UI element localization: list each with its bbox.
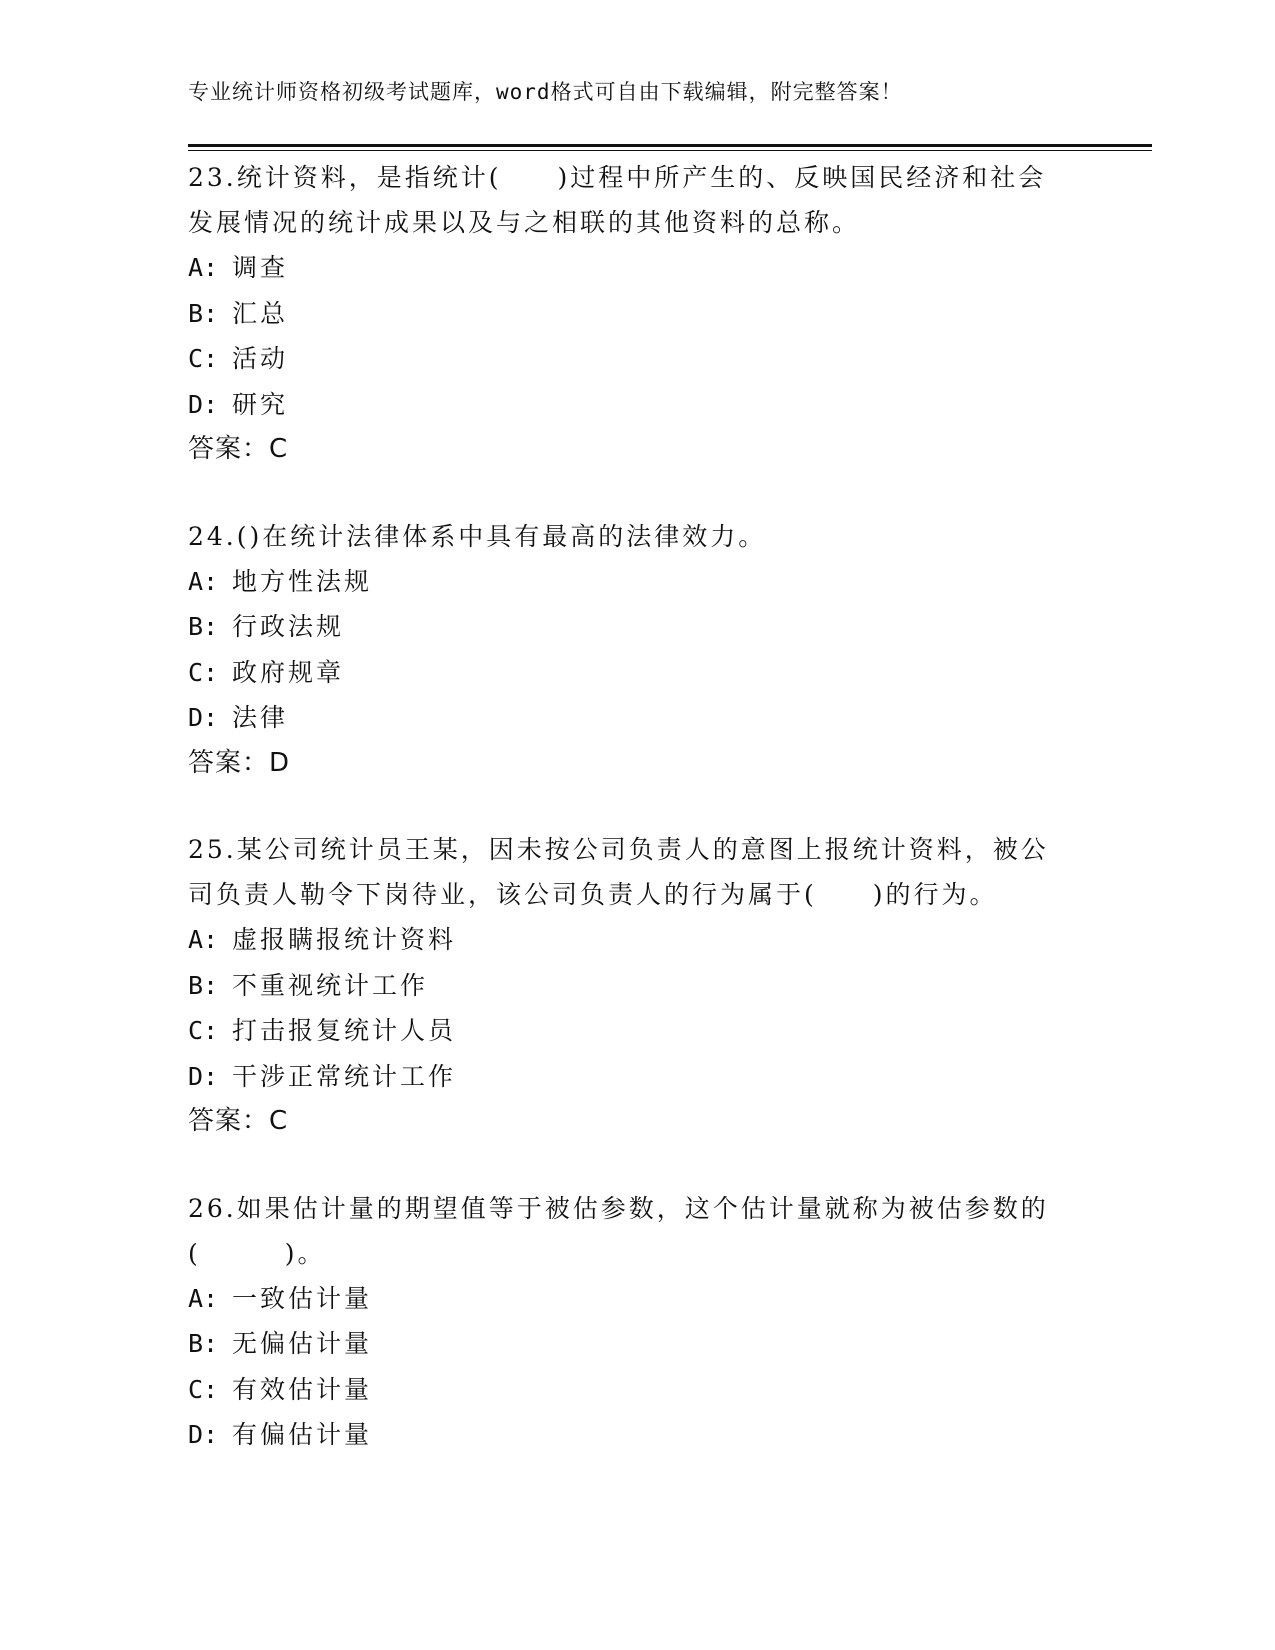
header-rule-thin [188,150,1152,151]
option-c [188,336,1088,382]
option-c [188,1367,1088,1413]
option-letter: D: [188,389,219,419]
option-letter: C: [188,1374,219,1404]
option-a [188,917,1088,963]
option-letter: C: [188,1016,219,1045]
option-text: 有效估计量 [232,1374,373,1404]
option-b [188,963,1088,1009]
option-text: 有偏估计量 [232,1420,373,1449]
question-24 [188,514,1088,787]
option-text: 地方性法规 [232,566,373,596]
option-a [188,1276,1088,1322]
option-c [188,1008,1088,1054]
page-header: 专业统计师资格初级考试题库，word格式可自由下载编辑，附完整答案！ [188,80,903,104]
option-letter: A: [188,925,219,954]
option-b [188,291,1088,337]
option-letter: B: [188,970,219,1000]
header-rule-thick [188,144,1152,147]
question-stem [188,155,1088,245]
question-23 [188,155,1088,473]
option-letter: B: [188,298,219,328]
option-text: 汇总 [232,298,289,328]
option-d [188,382,1088,428]
option-text: 行政法规 [232,612,345,641]
option-c [188,650,1088,696]
option-text: 无偏估计量 [232,1329,373,1358]
option-text: 打击报复统计人员 [232,1016,457,1045]
option-text: 虚报瞒报统计资料 [232,925,457,954]
question-stem [188,1186,1088,1276]
answer-line: 答案：C [188,434,289,464]
option-d [188,1054,1088,1100]
option-letter: C: [188,657,219,687]
option-letter: A: [188,566,219,596]
option-d [188,1412,1088,1458]
stem-line: ( )。 [188,1238,326,1268]
option-text: 研究 [232,389,289,419]
option-text: 活动 [232,344,289,373]
option-b [188,604,1088,650]
option-text: 政府规章 [232,657,345,687]
question-list [188,155,1088,1499]
option-a [188,559,1088,605]
option-b [188,1321,1088,1367]
stem-line: 23.统计资料，是指统计( )过程中所产生的、反映国民经济和社会 [188,163,1047,192]
question-26 [188,1186,1088,1458]
option-letter: D: [188,1061,219,1091]
stem-line: 司负责人勒令下岗待业，该公司负责人的行为属于( )的行为。 [188,880,998,909]
option-letter: A: [188,253,219,282]
stem-line: 24.()在统计法律体系中具有最高的法律效力。 [188,521,767,551]
option-text: 法律 [232,703,289,732]
option-text: 调查 [232,253,289,282]
option-d [188,695,1088,741]
stem-line: 26.如果估计量的期望值等于被估参数，这个估计量就称为被估参数的 [188,1193,1049,1223]
question-stem [188,827,1088,917]
option-text: 一致估计量 [232,1283,373,1313]
option-letter: C: [188,344,219,373]
option-letter: D: [188,703,219,732]
answer-line: 答案：C [188,1106,289,1136]
option-letter: A: [188,1283,219,1313]
answer-line: 答案：D [188,747,291,778]
stem-line: 发展情况的统计成果以及与之相联的其他资料的总称。 [188,208,861,237]
stem-line: 25.某公司统计员王某，因未按公司负责人的意图上报统计资料，被公 [188,835,1049,864]
option-letter: B: [188,612,219,641]
question-stem [188,514,1088,559]
option-a [188,245,1088,291]
option-text: 不重视统计工作 [232,970,429,1000]
option-text: 干涉正常统计工作 [232,1061,457,1091]
option-letter: B: [188,1329,219,1358]
question-25 [188,827,1088,1145]
option-letter: D: [188,1420,219,1449]
